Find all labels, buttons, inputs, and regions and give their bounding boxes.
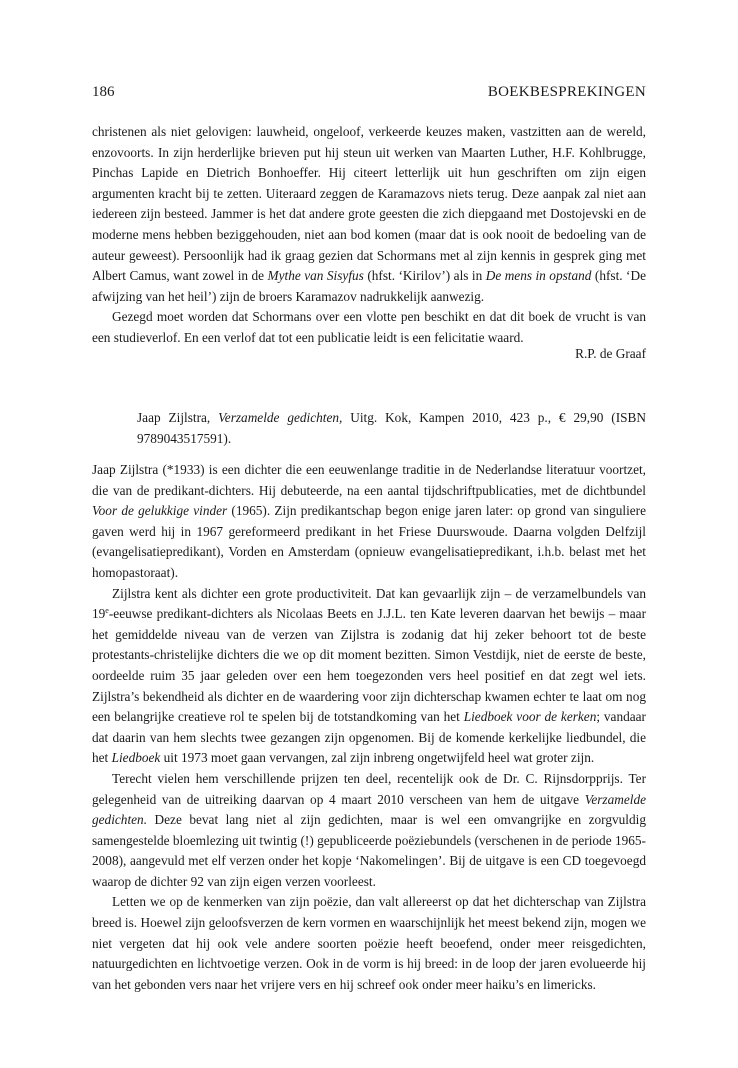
book-title: De mens in opstand xyxy=(485,268,592,284)
book-title: Liedboek xyxy=(111,750,161,766)
superscript: e xyxy=(105,606,109,616)
book-reference xyxy=(137,408,646,449)
review-2-paragraph-4: Letten we op de kenmerken van zijn poëzie, dan valt allereerst op dat het dichterschap van Zijlstra breed is. Hoewel zijn geloofsverzen de kern vormen en waarschijnlijk het meest bekend zijn, mogen we niet vergeten dat hij ook vele andere soorten poëzie heeft beoefend, onder meer reisgedichten, natuurgedichten en lichtvoetige verzen. Ook in de vorm is hij breed: in de loop der jaren evolueerde hij van het gebonden vers naar het vrijere vers en hij schreef ook onder meer haiku’s en limericks. xyxy=(92,894,646,992)
running-header xyxy=(92,84,646,104)
review-1-paragraph-1: christenen als niet gelovigen: lauwheid, ongeloof, verkeerde keuzes maken, vastzitten aan de wereld, enzovoorts. In zijn herderlijke brieven put hij steun uit werken van Maarten Luther, H.F. Kohlbrugge, Pinchas Lapide en Dietrich Bonhoeffer. Hij citeert letterlijk uit hun geschriften om zijn eigen argumenten kracht bij te zetten. Uiteraard zeggen de Karamazovs niets terug. Deze aanpak zal niet aan iedereen zijn besteed. Jammer is het dat andere grote geesten die zich diepgaand met Dostojevski en de moderne mens hebben beziggehouden, niet aan bod komen (maar dat is ook nooit de bedoeling van de auteur geweest). Persoonlijk had ik graag gezien dat Schormans met al zijn kennis in gesprek ging met Albert Camus, want zowel in de Mythe van Sisyfus (hfst. ‘Kirilov’) als in De mens in opstand (hfst. ‘De afwijzing van het heil’) zijn de broers Karamazov nadrukkelijk aanwezig. xyxy=(92,124,646,304)
running-title: BOEKBESPREKINGEN xyxy=(487,84,646,100)
book-title: Verzamelde gedichten. xyxy=(92,791,646,828)
review-2-paragraph-2: Zijlstra kent als dichter een grote productiviteit. Dat kan gevaarlijk zijn – de verzamelbundels van 19e-eeuwse predikant-dichters als Nicolaas Beets en J.J.L. ten Kate leveren daarvan het bewijs – maar het gemiddelde niveau van de verzen van Zijlstra is zodanig dat hij zeker behoort tot de beste protestants-christelijke dichters die we op dit moment bezitten. Simon Vestdijk, niet de eerste de beste, oordeelde ruim 35 jaar geleden over een hem toegezonden vers heel positief en dat zegt wel iets. Zijlstra’s bekendheid als dichter en de waardering voor zijn dichterschap kwamen echter te laat om nog een belangrijke creatieve rol te spelen bij de totstandkoming van het Liedboek voor de kerken; vandaar dat daarin van hem slechts twee gezangen zijn opgenomen. Bij de komende kerkelijke liedbundel, die het Liedboek uit 1973 moet gaan vervangen, zal zijn inbreng ongetwijfeld heel wat groter zijn. xyxy=(92,585,646,766)
review-1-paragraph-2: Gezegd moet worden dat Schormans over een vlotte pen beschikt en dat dit boek de vrucht is van een studieverlof. En een verlof dat tot een publicatie leidt is een felicitatie waard. xyxy=(92,309,646,345)
book-title: Mythe van Sisyfus xyxy=(267,268,364,284)
review-1-body xyxy=(92,122,646,349)
review-2-paragraph-1: Jaap Zijlstra (*1933) is een dichter die een eeuwenlange traditie in de Nederlandse literatuur voortzet, die van de predikant-dichters. Hij debuteerde, na een aantal tijdschriftpublicaties, met de dichtbundel Voor de gelukkige vinder (1965). Zijn predikantschap begon enige jaren later: op grond van singuliere gaven werd hij in 1967 gereformeerd predikant in het Friese Duurswoude. Daarna volgden Delfzijl (evangelisatiepredikant), Vorden en Amsterdam (opnieuw evangelisatiepredikant, i.h.b. belast met het homopastoraat). xyxy=(92,462,646,580)
page-number: 186 xyxy=(92,84,115,100)
review-2-paragraph-3: Terecht vielen hem verschillende prijzen ten deel, recentelijk ook de Dr. C. Rijnsdorpprijs. Ter gelegenheid van de uitreiking daarvan op 4 maart 2010 verscheen van hem de uitgave Verzamelde gedichten. Deze bevat lang niet al zijn gedichten, maar is wel een omvangrijke en zorgvuldig samengestelde bloemlezing uit twintig (!) gepubliceerde poëziebundels (verschenen in de periode 1965-2008), aangevuld met elf verzen onder het kopje ‘Nakomelingen’. Bij de uitgave is een CD toegevoegd waarop de dichter 92 van zijn eigen verzen voorleest. xyxy=(92,770,646,889)
book-title: Verzamelde gedichten, xyxy=(218,410,343,425)
book-reference-text: Jaap Zijlstra, Verzamelde gedichten, Uitg. Kok, Kampen 2010, 423 p., € 29,90 (ISBN 9789043517591). xyxy=(137,410,646,446)
book-title: Liedboek voor de kerken xyxy=(463,709,597,725)
reviewer-signature: R.P. de Graaf xyxy=(575,346,646,361)
review-2-body xyxy=(92,460,646,995)
book-title: Voor de gelukkige vinder xyxy=(92,503,228,519)
